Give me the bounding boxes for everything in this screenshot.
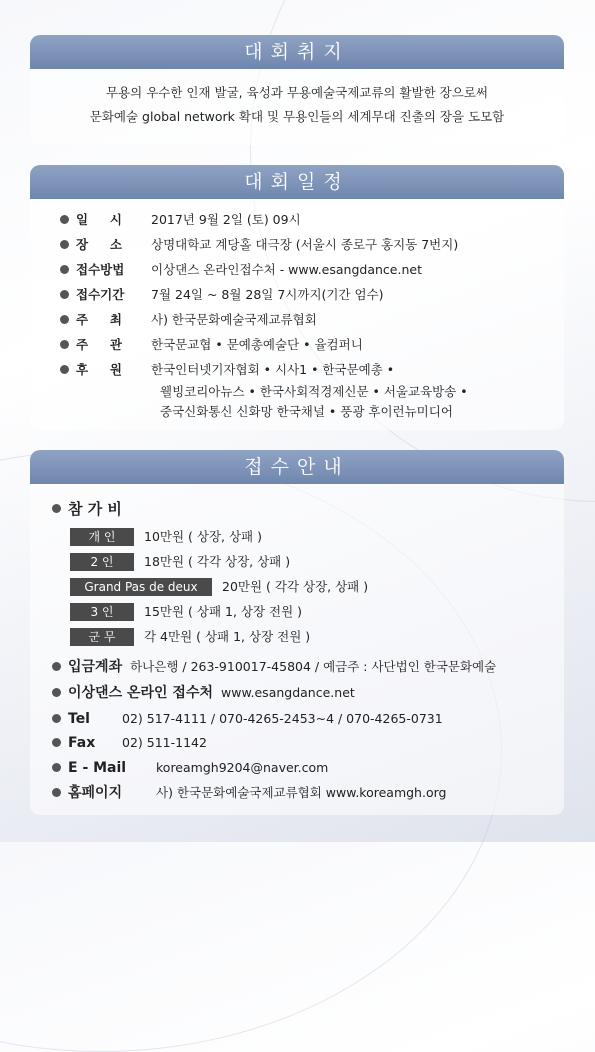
schedule-row-venue [60,236,458,254]
info-fax [52,734,207,752]
bullet-icon [60,365,69,374]
info-label: 홈페이지 [68,785,123,801]
fee-text: 20만원 ( 각각 상장, 상패 ) [222,579,369,594]
schedule-header: 대회일정 [30,165,564,199]
reception-header: 접수안내 [30,450,564,484]
info-value[interactable]: www.esangdance.net [221,685,355,700]
schedule-label: 접수기간 [76,287,125,302]
info-value[interactable]: koreamgh9204@naver.com [156,760,329,775]
info-label: E - Mail [68,760,127,776]
schedule-row-period [60,286,384,304]
info-tel [52,710,443,728]
schedule-label: 주 최 [76,312,122,327]
bullet-icon [52,688,61,697]
bullet-icon [52,662,61,671]
info-label: 입금계좌 [68,659,123,675]
bullet-icon [60,215,69,224]
fee-tag: 3 인 [70,603,134,621]
schedule-value: 이상댄스 온라인접수처 - www.esangdance.net [151,262,422,277]
fee-text: 18만원 ( 각각 상장, 상패 ) [144,554,291,569]
schedule-row-method [60,261,422,279]
info-email [52,759,328,777]
schedule-label: 장 소 [76,237,122,252]
schedule-label: 후 원 [76,362,122,377]
schedule-label: 접수방법 [76,262,125,277]
purpose-line-2: 문화예술 global network 확대 및 무용인들의 세계무대 진출의 장을 도모함 [89,109,505,124]
schedule-value: 한국인터넷기자협회 • 시사1 • 한국문예총 • [151,362,395,377]
bullet-icon [52,788,61,797]
fee-text: 15만원 ( 상패 1, 상장 전원 ) [144,604,303,619]
schedule-row-sponsor [60,361,394,379]
info-label: 이상댄스 온라인 접수처 [68,685,213,701]
fees-title-text: 참 가 비 [68,500,122,518]
info-label: Fax [68,735,96,751]
purpose-header: 대회취지 [30,35,564,69]
schedule-row-organizer [60,336,363,354]
info-label: Tel [68,711,90,727]
fees-title [52,498,122,519]
sponsor-line-2: 웰빙코리아뉴스 • 한국사회적경제신문 • 서울교육방송 • [160,384,468,399]
fee-row [70,603,302,621]
schedule-label: 주 관 [76,337,122,352]
info-value[interactable]: 사) 한국문화예술국제교류협회 www.koreamgh.org [156,785,447,800]
fee-row [70,628,310,646]
bullet-icon [52,714,61,723]
fee-text: 각 4만원 ( 상패 1, 상장 전원 ) [144,629,311,644]
bullet-icon [60,265,69,274]
fee-tag: Grand Pas de deux [70,578,212,596]
info-value: 02) 517-4111 / 070-4265-2453~4 / 070-4265-0731 [122,711,443,726]
info-homepage [52,784,446,802]
bullet-icon [52,763,61,772]
schedule-value: 상명대학교 계당홀 대극장 (서울시 종로구 홍지동 7번지) [151,237,459,252]
fee-row [70,528,262,546]
bullet-icon [60,315,69,324]
schedule-row-host [60,311,317,329]
info-bank [52,658,496,676]
bullet-icon [60,240,69,249]
info-value: 02) 511-1142 [122,735,207,750]
info-online [52,684,355,702]
purpose-line-1: 무용의 우수한 인재 발굴, 육성과 무용예술국제교류의 활발한 장으로써 [106,85,488,100]
bullet-icon [60,290,69,299]
schedule-row-date [60,211,301,229]
info-value: 하나은행 / 263-910017-45804 / 예금주 : 사단법인 한국문화예술 [130,659,497,674]
schedule-value: 한국문교협 • 문예총예술단 • 율컴퍼니 [151,337,363,352]
schedule-value: 7월 24일 ~ 8월 28일 7시까지(기간 엄수) [151,287,384,302]
bullet-icon [60,340,69,349]
fee-text: 10만원 ( 상장, 상패 ) [144,529,262,544]
schedule-label: 일 시 [76,212,122,227]
fee-row [70,553,290,571]
schedule-value: 사) 한국문화예술국제교류협회 [151,312,317,327]
fee-row [70,578,368,596]
bullet-icon [52,738,61,747]
sponsor-line-3: 중국신화통신 신화망 한국채널 • 풍광 후이런뉴미디어 [160,404,453,419]
fee-tag: 군 무 [70,628,134,646]
schedule-value: 2017년 9월 2일 (토) 09시 [151,212,301,227]
fee-tag: 개 인 [70,528,134,546]
fee-tag: 2 인 [70,553,134,571]
bullet-icon [52,504,61,513]
